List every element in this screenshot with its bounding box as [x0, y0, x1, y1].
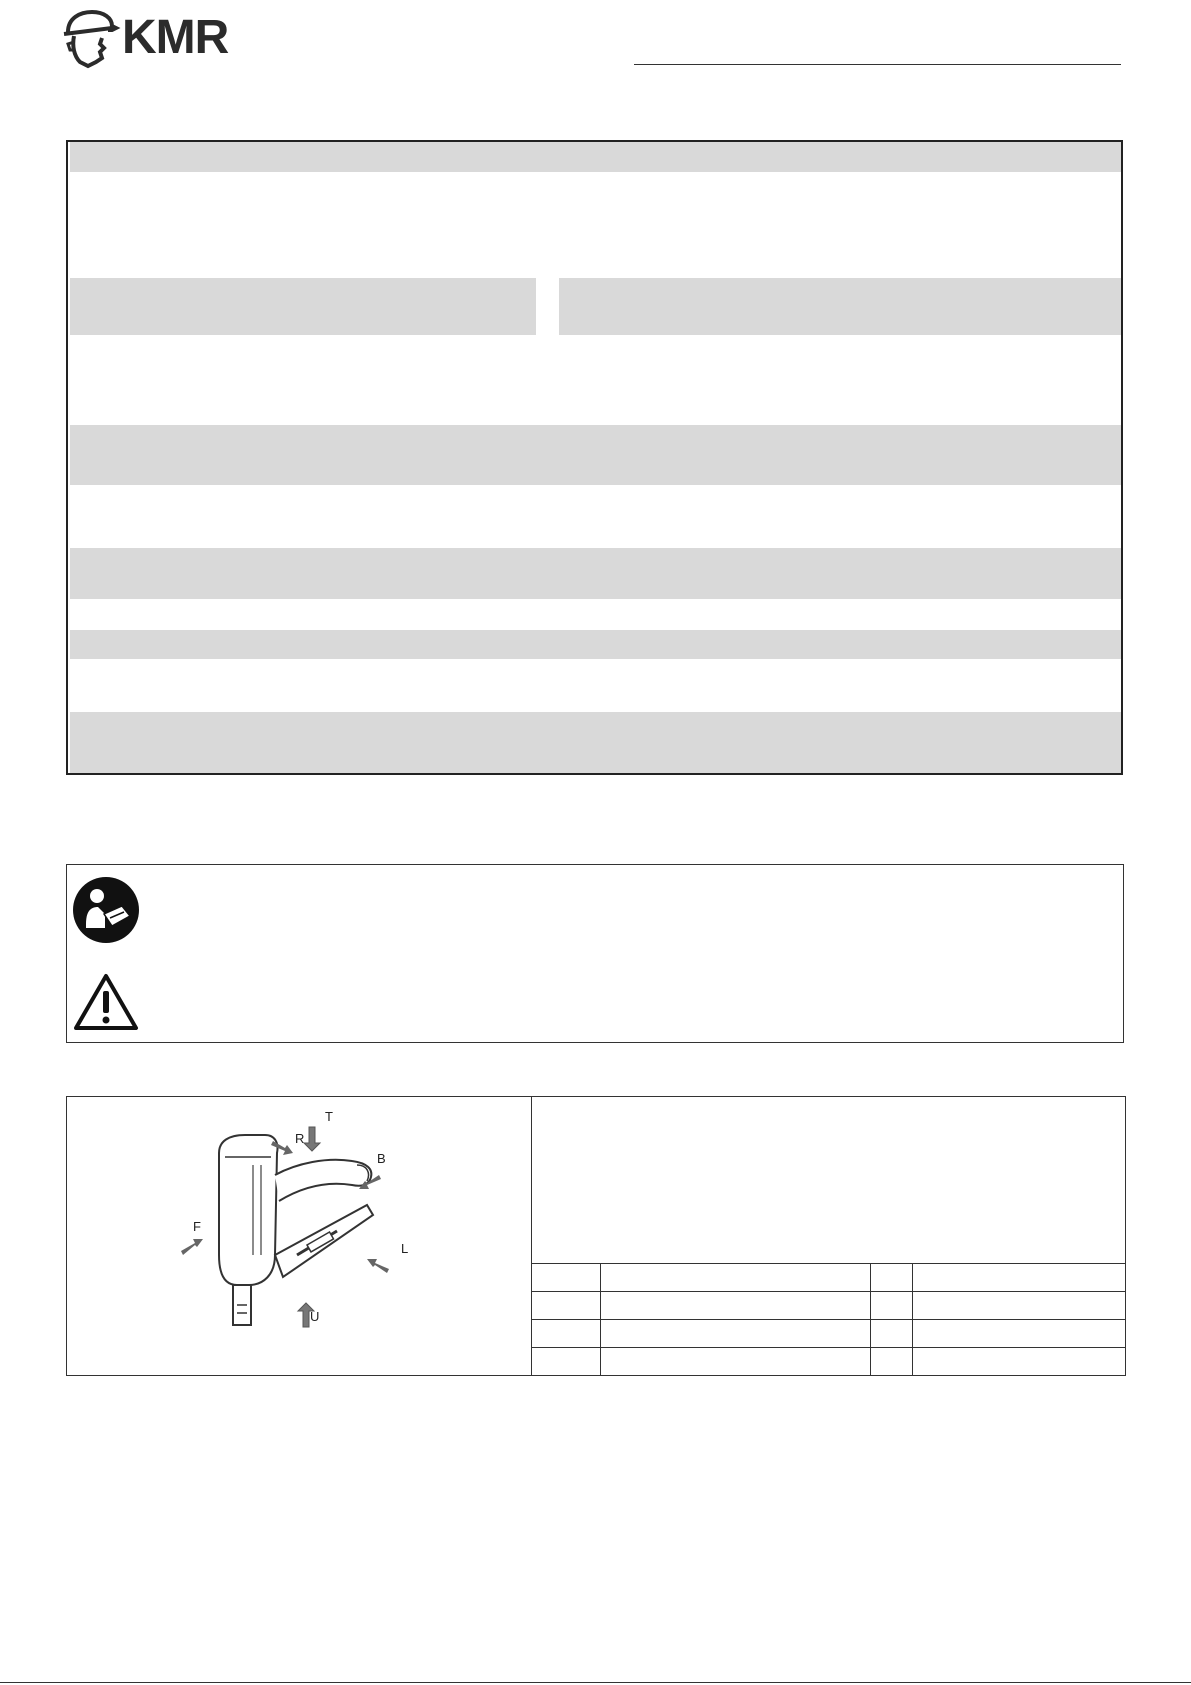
band-4 — [70, 548, 1121, 599]
label-b: B — [377, 1151, 386, 1166]
table-rule-3 — [531, 1319, 1125, 1320]
label-r: R — [295, 1131, 305, 1146]
safety-box — [66, 864, 1124, 1043]
band-5 — [70, 630, 1121, 659]
table-rule-2 — [531, 1291, 1125, 1292]
band-2-right — [559, 278, 1121, 335]
table-col-3 — [912, 1263, 913, 1375]
band-2-left — [70, 278, 536, 335]
table-rule-4 — [531, 1347, 1125, 1348]
label-f: F — [193, 1219, 201, 1234]
header-rule — [634, 64, 1121, 65]
kmr-logo — [62, 8, 252, 70]
footer-rule — [0, 1682, 1191, 1683]
brand-name: KMR — [122, 11, 229, 64]
read-manual-icon — [72, 876, 140, 944]
form-box — [66, 140, 1123, 775]
band-6 — [70, 712, 1121, 773]
label-t: T — [325, 1109, 333, 1124]
arrow-front — [181, 1239, 203, 1255]
table-col-2 — [870, 1263, 871, 1375]
vertical-divider — [531, 1097, 532, 1375]
arrow-left — [367, 1259, 389, 1273]
band-3 — [70, 425, 1121, 485]
helmet-head-icon — [62, 8, 122, 70]
label-l: L — [401, 1241, 409, 1256]
warning-triangle-icon — [73, 973, 139, 1031]
vibration-box — [66, 1096, 1126, 1376]
table-rule-1 — [531, 1263, 1125, 1264]
label-u: U — [310, 1309, 320, 1324]
table-col-1 — [600, 1263, 601, 1375]
band-1 — [70, 142, 1121, 172]
arrow-top — [304, 1127, 320, 1151]
